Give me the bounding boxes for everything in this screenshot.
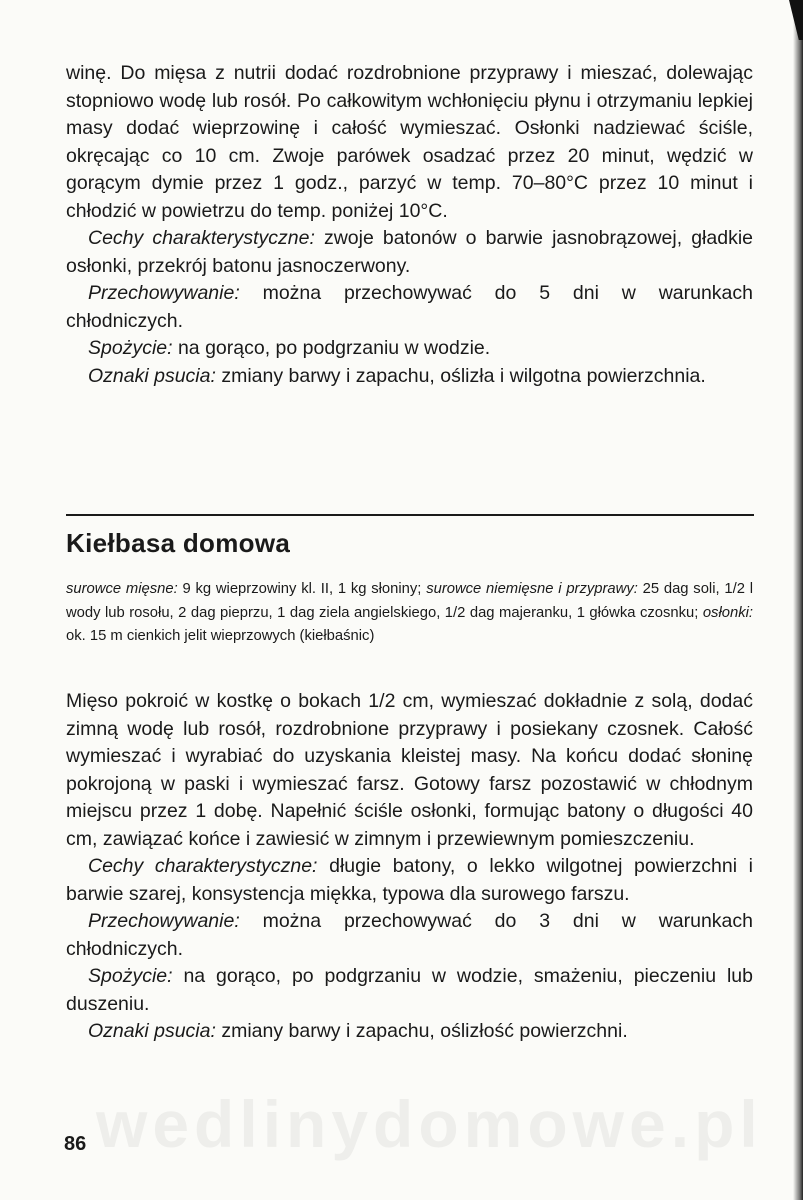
previous-storage-paragraph <box>66 280 753 335</box>
meat-ingredients-text: 9 kg wieprzowiny kl. II, 1 kg słoniny; <box>177 581 427 597</box>
watermark: wedlinydomowe.pl <box>96 1087 763 1161</box>
consumption-label: Spożycie: <box>88 337 173 359</box>
recipe-body <box>66 688 753 1046</box>
storage-text: można przechowywać do 3 dni w warunkach chłodniczych. <box>66 910 753 960</box>
recipe-method: Mięso pokroić w kostkę o bokach 1/2 cm, wymieszać dokładnie z solą, dodać zimną wodę lub rosół, rozdrobnione przyprawy i posiekany czosnek. Całość wymieszać i wyrabiać do uzyskania kleistej masy. Na końcu dodać słoninę pokrojoną w paski i wymieszać farsz. Gotowy farsz pozostawić w chłodnym miejscu przez 1 dobę. Napełnić ściśle osłonki, formując batony o długości 40 cm, zawiązać końce i zawiesić w zimnym i przewiewnym pomieszczeniu. <box>66 690 753 850</box>
section-divider <box>66 514 754 516</box>
previous-features-paragraph <box>66 225 753 280</box>
other-ingredients-label: surowce niemięsne i przyprawy: <box>426 581 638 597</box>
casing-text: ok. 15 m cienkich jelit wieprzowych (kiełbaśnic) <box>66 628 375 644</box>
storage-text: można przechowywać do 5 dni w warunkach chłodniczych. <box>66 282 753 332</box>
recipe-features-paragraph <box>66 853 753 908</box>
features-text: długie batony, o lekko wilgotnej powierzchni i barwie szarej, konsystencja miękka, typowa dla surowego farszu. <box>66 855 753 905</box>
consumption-label: Spożycie: <box>88 965 173 987</box>
ingredients-list <box>66 578 753 649</box>
previous-spoilage-paragraph <box>66 363 753 391</box>
consumption-text: na gorąco, po podgrzaniu w wodzie. <box>172 337 491 359</box>
meat-ingredients-label: surowce mięsne: <box>66 581 178 597</box>
previous-recipe-method: winę. Do mięsa z nutrii dodać rozdrobnione przyprawy i mieszać, dolewając stopniowo wodę lub rosół. Po całkowitym wchłonięciu płynu i otrzymaniu lepkiej masy dodać wieprzowinę i całość wymieszać. Osłonki nadziewać ściśle, okręcając co 10 cm. Zwoje parówek osadzać przez 20 minut, wędzić w gorącym dymie przez 1 godz., parzyć w temp. 70–80°C przez 10 minut i chłodzić w powietrzu do temp. poniżej 10°C. <box>66 62 753 222</box>
storage-label: Przechowywanie: <box>88 282 240 304</box>
spoilage-text: zmiany barwy i zapachu, oślizła i wilgotna powierzchnia. <box>215 364 706 387</box>
features-label: Cechy charakterystyczne: <box>88 855 318 877</box>
page-number: 86 <box>64 1133 87 1155</box>
page-edge-shadow <box>793 0 803 1200</box>
recipe-title: Kiełbasa domowa <box>66 528 291 558</box>
previous-consumption-paragraph <box>66 335 753 363</box>
other-ingredients-text: 25 dag soli, 1/2 l wody lub rosołu, 2 dag pieprzu, 1 dag ziela angielskiego, 1/2 dag majeranku, 1 główka czosnku; <box>66 581 754 621</box>
features-text: zwoje batonów o barwie jasnobrązowej, gładkie osłonki, przekrój batonu jasnoczerwony. <box>66 227 753 277</box>
features-label: Cechy charakterystyczne: <box>88 227 315 249</box>
casing-label: osłonki: <box>702 604 753 621</box>
spoilage-text: zmiany barwy i zapachu, oślizłość powierzchni. <box>215 1020 628 1042</box>
consumption-text: na gorąco, po podgrzaniu w wodzie, smażeniu, pieczeniu lub duszeniu. <box>66 965 753 1015</box>
previous-recipe-continuation <box>66 60 753 390</box>
spoilage-label: Oznaki psucia: <box>88 1020 216 1042</box>
recipe-consumption-paragraph <box>66 963 753 1018</box>
spoilage-label: Oznaki psucia: <box>88 364 216 387</box>
recipe-spoilage-paragraph <box>66 1018 753 1046</box>
recipe-storage-paragraph <box>66 908 753 963</box>
storage-label: Przechowywanie: <box>88 910 240 932</box>
